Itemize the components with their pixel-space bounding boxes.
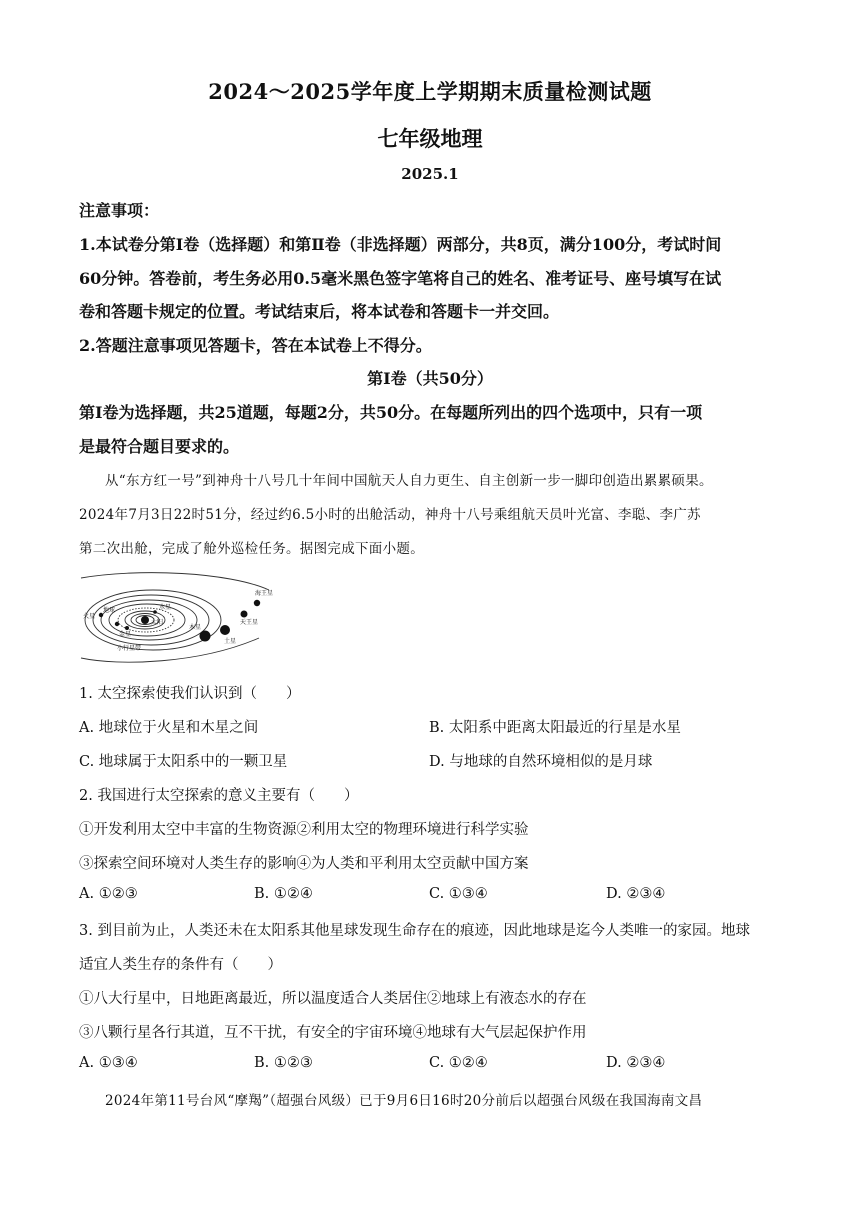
q3-statement-2: ③八颗行星各行其道，互不干扰，有安全的宇宙环境④地球有大气层起保护作用 — [79, 1025, 587, 1041]
label-asteroid-belt: 小行星带 — [117, 645, 142, 652]
label-venus: 金星 — [119, 631, 132, 638]
section1-intro-line1: 第Ⅰ卷为选择题，共25道题，每题2分，共50分。在每题所列出的四个选项中，只有一项 — [79, 403, 703, 422]
passage2-line1: 2024年第11号台风“摩羯”（超强台风级）已于9月6日16时20分前后以超强台风级在我国海南文昌 — [105, 1093, 703, 1109]
label-earth: 地球 — [103, 607, 116, 614]
label-neptune: 海王星 — [255, 590, 274, 597]
exam-title: 2024～2025学年度上学期期末质量检测试题 — [208, 79, 652, 104]
notice-item1-line1: 1.本试卷分第Ⅰ卷（选择题）和第Ⅱ卷（非选择题）两部分，共8页，满分100分，考试时间 — [79, 235, 722, 254]
q2-stem: 2. 我国进行太空探索的意义主要有（ ） — [79, 788, 359, 804]
q2-statement-1: ①开发利用太空中丰富的生物资源②利用太空的物理环境进行科学实验 — [79, 822, 529, 838]
q1-option-d[interactable]: D. 与地球的自然环境相似的是月球 — [429, 754, 653, 770]
q2-option-c[interactable]: C. ①③④ — [429, 886, 488, 902]
exam-date: 2025.1 — [401, 165, 459, 183]
q2-option-a[interactable]: A. ①②③ — [79, 886, 138, 902]
passage1-line2: 2024年7月3日22时51分，经过约6.5小时的出舱活动，神舟十八号乘组航天员叶光富、李聪、李广苏 — [79, 507, 701, 523]
q3-stem-line2: 适宜人类生存的条件有（ ） — [79, 957, 282, 973]
solar-system-figure — [79, 568, 279, 666]
q3-option-d[interactable]: D. ②③④ — [606, 1055, 666, 1071]
label-mars: 火星 — [83, 613, 96, 620]
q2-option-d[interactable]: D. ②③④ — [606, 886, 666, 902]
notice-heading: 注意事项： — [79, 201, 160, 220]
jupiter-icon — [200, 631, 211, 642]
venus-icon — [125, 626, 129, 630]
q3-option-a[interactable]: A. ①③④ — [79, 1055, 138, 1071]
q3-option-c[interactable]: C. ①②④ — [429, 1055, 488, 1071]
label-sun: 太阳 — [151, 619, 164, 626]
outer-orbit-arc — [81, 573, 269, 590]
section1-intro-line2: 是最符合题目要求的。 — [79, 437, 240, 456]
mercury-icon — [153, 610, 157, 614]
label-mercury: 水星 — [159, 604, 172, 611]
passage1-line3: 第二次出舱，完成了舱外巡检任务。据图完成下面小题。 — [79, 541, 424, 557]
saturn-icon — [220, 625, 230, 635]
sun-icon — [141, 616, 149, 624]
label-jupiter: 木星 — [189, 624, 202, 631]
q2-option-b[interactable]: B. ①②④ — [254, 886, 313, 902]
q3-stem-line1: 3. 到目前为止，人类还未在太阳系其他星球发现生命存在的痕迹，因此地球是迄今人类唯一的家园。地球 — [79, 923, 750, 939]
passage1-line1: 从“东方红一号”到神舟十八号几十年间中国航天人自力更生、自主创新一步一脚印创造出累累硕果。 — [105, 473, 713, 489]
q3-statement-1: ①八大行星中，日地距离最近，所以温度适合人类居住②地球上有液态水的存在 — [79, 991, 587, 1007]
notice-item1-line3: 卷和答题卡规定的位置。考试结束后，将本试卷和答题卡一并交回。 — [79, 302, 560, 321]
exam-subject: 七年级地理 — [377, 126, 483, 151]
q3-option-b[interactable]: B. ①②③ — [254, 1055, 313, 1071]
notice-item1-line2: 60分钟。答卷前，考生务必用0.5毫米黑色签字笔将自己的姓名、准考证号、座号填写在试 — [79, 269, 722, 288]
uranus-icon — [241, 611, 248, 618]
section1-heading: 第Ⅰ卷（共50分） — [367, 369, 493, 388]
q1-option-a[interactable]: A. 地球位于火星和木星之间 — [79, 720, 259, 736]
q2-statement-2: ③探索空间环境对人类生存的影响④为人类和平利用太空贡献中国方案 — [79, 856, 529, 872]
label-uranus: 天王星 — [240, 619, 259, 626]
earth-icon — [115, 622, 119, 626]
q1-option-c[interactable]: C. 地球属于太阳系中的一颗卫星 — [79, 754, 288, 770]
q1-stem: 1. 太空探索使我们认识到（ ） — [79, 686, 301, 702]
notice-item2: 2.答题注意事项见答题卡，答在本试卷上不得分。 — [79, 336, 432, 355]
q1-option-b[interactable]: B. 太阳系中距离太阳最近的行星是水星 — [429, 720, 681, 736]
label-saturn: 土星 — [224, 638, 237, 645]
neptune-icon — [254, 600, 260, 606]
